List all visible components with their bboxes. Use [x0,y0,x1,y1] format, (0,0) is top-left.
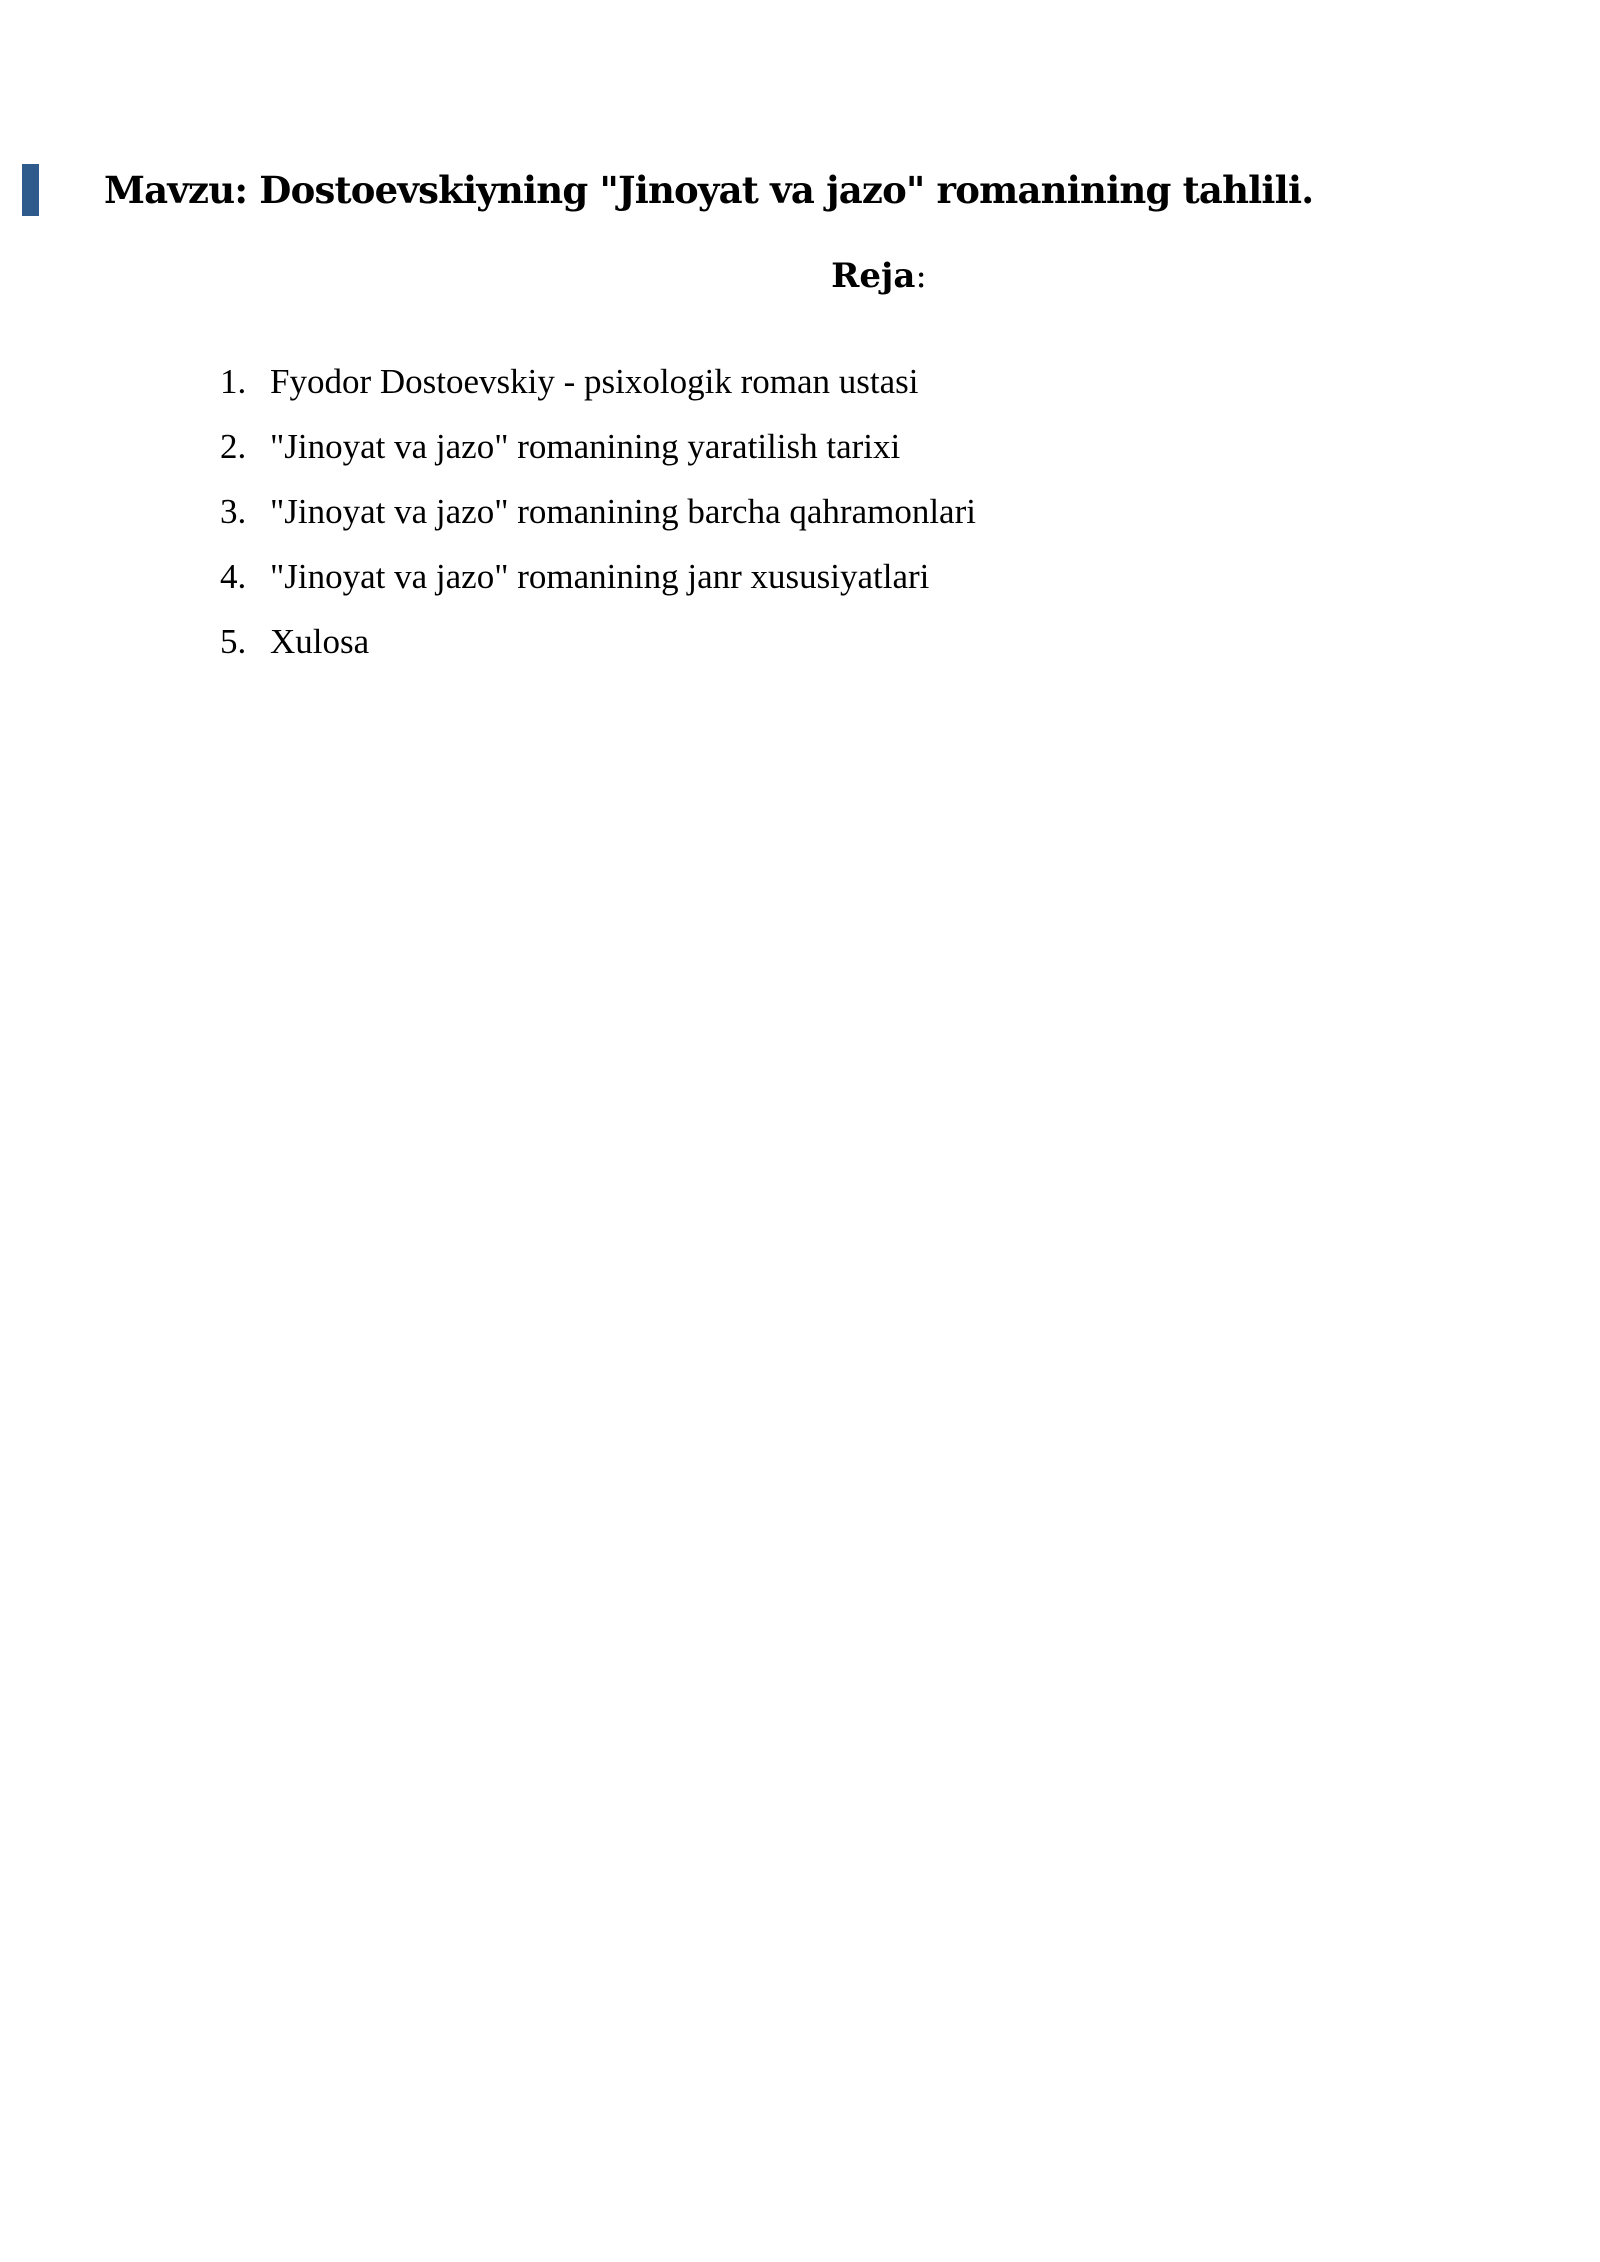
plan-item-text: Fyodor Dostoevskiy - psixologik roman ustasi [270,362,919,401]
plan-item-number: 2. [220,427,247,466]
heading-marker-bar [22,164,39,216]
plan-label-colon: : [915,256,927,296]
plan-item-text: Xulosa [270,622,370,661]
document-title: Mavzu: Dostoevskiyning "Jinoyat va jazo" romanining tahlili. [104,168,1314,212]
plan-item-text: "Jinoyat va jazo" romanining janr xususiyatlari [270,557,930,596]
plan-item-number: 1. [220,362,247,401]
plan-heading [0,254,1600,298]
plan-item-text: "Jinoyat va jazo" romanining yaratilish tarixi [270,427,901,466]
plan-item-number: 5. [220,622,247,661]
plan-item-number: 4. [220,557,247,596]
plan-item-number: 3. [220,492,247,531]
plan-label: Reja [831,256,916,296]
plan-item-text: "Jinoyat va jazo" romanining barcha qahramonlari [270,492,976,531]
